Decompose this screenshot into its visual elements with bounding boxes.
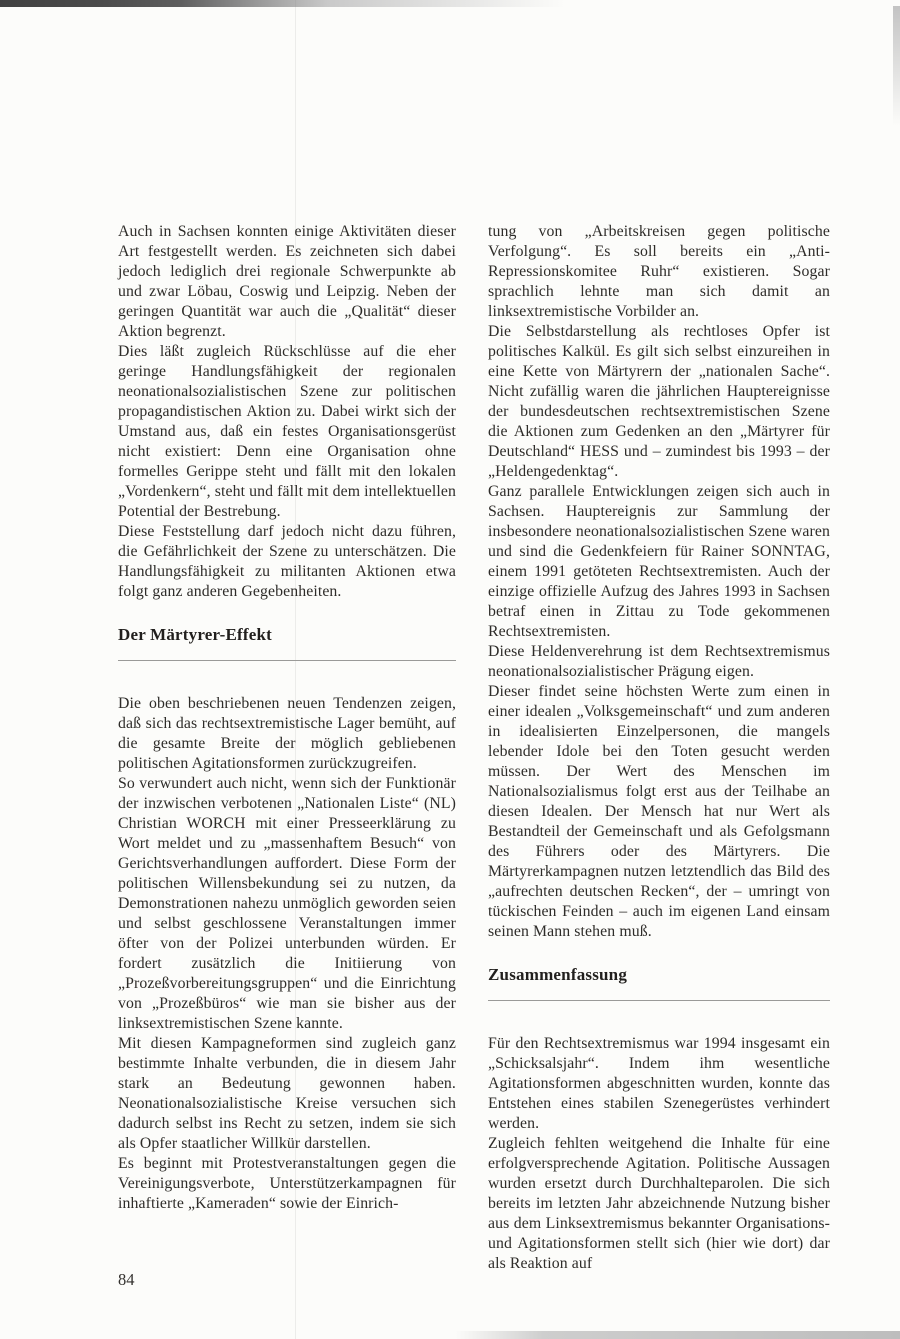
paragraph: So verwundert auch nicht, wenn sich der Funktionär der inzwischen verbotenen „Nationalen Liste“ (NL) Christian WORCH mit einer Presseerklärung zu Wort meldet und zu „massenhaftem Besuch“ von Gerichtsverhandlungen auffordert. Diese Form der politischen Willensbekundung sei zu nutzen, da Demonstrationen nahezu unmöglich geworden seien und selbst geschlossene Veranstaltungen immer öfter von der Polizei unterbunden würden. Er fordert zusätzlich die Initiierung von „Prozeßvorbereitungsgruppen“ und die Einrichtung von „Prozeßbüros“ wie man sie bisher aus der linksextremistischen Szene kannte.: [118, 775, 456, 1032]
section-heading-zusammenfassung: Zusammenfassung: [488, 965, 628, 984]
page-number: 84: [118, 1270, 135, 1289]
right-column: [488, 222, 830, 1274]
scan-artifact-right-edge: [893, 6, 900, 126]
paragraph: Ganz parallele Entwicklungen zeigen sich auch in Sachsen. Hauptereignis zur Sammlung der insbesondere neonationalsozialistischen Szene waren und sind die Gedenkfeiern für Rainer SONNTAG, einem 1991 getöteten Rechtsextremisten. Auch der einzige offizielle Aufzug des Jahres 1993 in Sachsen betraf einen in Zittau zu Tode gekommenen Rechtsextremisten.: [488, 483, 830, 640]
paragraph: Die oben beschriebenen neuen Tendenzen zeigen, daß sich das rechtsextremistische Lager bemüht, auf die gesamte Breite der möglich gebliebenen politischen Agitationsformen zurückzugreifen.: [118, 695, 456, 772]
scan-artifact-top-edge: [0, 0, 565, 7]
paragraph: Diese Heldenverehrung ist dem Rechtsextremismus neonationalsozialistischer Prägung eigen.: [488, 643, 830, 680]
paragraph: Für den Rechtsextremismus war 1994 insgesamt ein „Schicksalsjahr“. Indem ihm wesentliche Agitationsformen abgeschnitten wurden, konnte das Entstehen eines stabilen Szenegerüstes verhindert werden.: [488, 1035, 830, 1132]
section-heading-maertyrer-effekt: Der Märtyrer-Effekt: [118, 625, 273, 644]
section-divider: [118, 660, 456, 661]
paragraph: Auch in Sachsen konnten einige Aktivitäten dieser Art festgestellt werden. Es zeichneten sich dabei jedoch lediglich drei regionale Schwerpunkte ab und zwar Löbau, Coswig und Leipzig. Neben der geringen Quantität war auch die „Qualität“ dieser Aktion begrenzt.: [118, 223, 456, 340]
paragraph: Es beginnt mit Protestveranstaltungen gegen die Vereinigungsverbote, Unterstützerkampagnen für inhaftierte „Kameraden“ sowie der Einrich-: [118, 1155, 456, 1212]
paragraph: Dies läßt zugleich Rückschlüsse auf die eher geringe Handlungsfähigkeit der regionalen neonationalsozialistischen Szene zur politischen propagandistischen Aktion zu. Dabei wirkt sich der Umstand aus, daß ein festes Organisationsgerüst nicht existiert: Denn eine Organisation ohne formelles Gerippe steht und fällt mit den lokalen „Vordenkern“, steht und fällt mit dem intellektuellen Potential der Bestrebung.: [118, 343, 456, 520]
paragraph: tung von „Arbeitskreisen gegen politische Verfolgung“. Es soll bereits ein „Anti-Repressionskomitee Ruhr“ existieren. Sogar sprachlich lehnte man sich damit an linksextremistische Vorbilder an.: [488, 223, 830, 320]
scan-artifact-bottom-edge: [455, 1331, 900, 1339]
paragraph: Dieser findet seine höchsten Werte zum einen in einer idealen „Volksgemeinschaft“ und zum anderen in idealisierten Einzelpersonen, die mangels lebender Idole bei den Toten gesucht werden müssen. Der Wert des Menschen im Nationalsozialismus folgt erst aus der Teilhabe an diesen Idealen. Der Mensch hat nur Wert als Bestandteil der Gemeinschaft und als Gefolgsmann des Führers oder des Märtyrers. Die Märtyrerkampagnen nutzen letztendlich das Bild des „aufrechten deutschen Recken“, der – umringt von tückischen Feinden – auch im eigenen Land einsam seinen Mann stehen muß.: [488, 683, 830, 940]
paragraph: Die Selbstdarstellung als rechtloses Opfer ist politisches Kalkül. Es gilt sich selbst einzureihen in eine Kette von Märtyrern der „nationalen Sache“. Nicht zufällig waren die jährlichen Hauptereignisse der bundesdeutschen rechtsextremistischen Szene die Aktionen zum Gedenken an den „Märtyrer für Deutschland“ HESS und – zumindest bis 1993 – der „Heldengedenktag“.: [488, 323, 830, 480]
paragraph: Mit diesen Kampagneformen sind zugleich ganz bestimmte Inhalte verbunden, die in diesem Jahr stark an Bedeutung gewonnen haben. Neonationalsozialistische Kreise versuchen sich dadurch selbst ins Recht zu setzen, indem sie sich als Opfer staatlicher Willkür darstellen.: [118, 1035, 456, 1152]
paragraph: Diese Feststellung darf jedoch nicht dazu führen, die Gefährlichkeit der Szene zu unterschätzen. Die Handlungsfähigkeit zu militanten Aktionen etwa folgt ganz anderen Gegebenheiten.: [118, 523, 456, 600]
paragraph: Zugleich fehlten weitgehend die Inhalte für eine erfolgversprechende Agitation. Politische Aussagen wurden ersetzt durch Durchhalteparolen. Die sich bereits im letzten Jahr abzeichnende Nutzung bisher aus dem Linksextremismus bekannter Organisations- und Agitationsformen stellt sich (hier wie dort) dar als Reaktion auf: [488, 1135, 830, 1272]
section-divider: [488, 1000, 830, 1001]
left-column: [118, 222, 456, 1214]
